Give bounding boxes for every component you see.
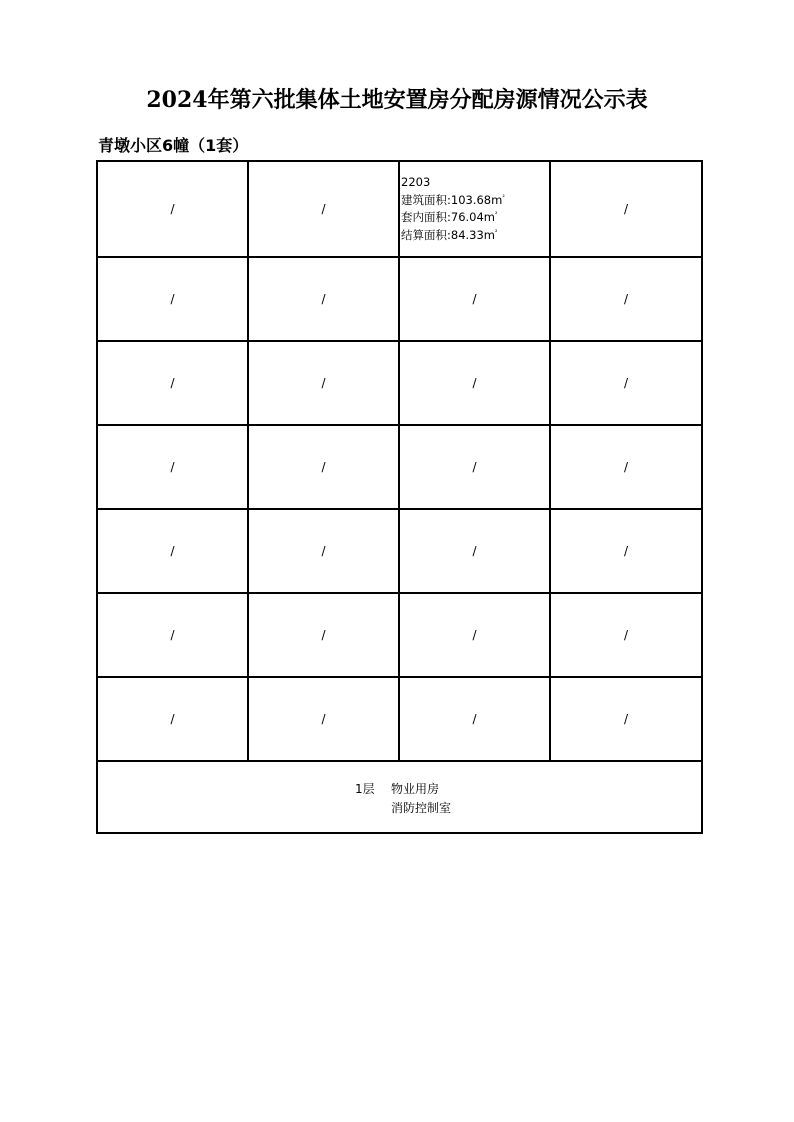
- ground-floor-cell: [97, 761, 702, 833]
- unit-cell-empty: /: [550, 257, 702, 341]
- unit-cell-empty: /: [248, 257, 399, 341]
- section-heading: 青墩小区6幢（1套）: [98, 136, 249, 155]
- square-superscript: ²: [495, 228, 498, 236]
- floor-label: 1层: [355, 782, 375, 796]
- unit-cell-empty: /: [399, 677, 550, 761]
- table-row: [97, 341, 702, 425]
- unit-cell-empty: /: [248, 425, 399, 509]
- unit-number: 2203: [401, 175, 431, 189]
- unit-cell-empty: /: [97, 509, 248, 593]
- unit-grid-table: [96, 160, 703, 834]
- inner-area: 套内面积:76.04m: [401, 210, 495, 224]
- building-area-line: [401, 192, 549, 210]
- floor-use-property: 物业用房: [391, 782, 440, 796]
- unit-cell-empty: /: [399, 425, 550, 509]
- unit-cell-empty: /: [97, 677, 248, 761]
- floor-use-fire-control: 消防控制室: [391, 801, 452, 815]
- unit-cell-empty: /: [248, 593, 399, 677]
- table-row-footer: [97, 761, 702, 833]
- unit-cell-empty: /: [550, 509, 702, 593]
- settlement-area: 结算面积:84.33m: [401, 227, 495, 242]
- unit-cell-empty: /: [97, 257, 248, 341]
- unit-cell-empty: /: [550, 593, 702, 677]
- building-area: 建筑面积:103.68m: [401, 192, 503, 207]
- page-title: 2024年第六批集体土地安置房分配房源情况公示表: [146, 87, 648, 113]
- unit-cell-empty: /: [550, 425, 702, 509]
- inner-area-line: [401, 209, 549, 227]
- unit-cell-empty: /: [399, 593, 550, 677]
- unit-cell-empty: /: [550, 161, 702, 257]
- unit-cell-empty: /: [550, 341, 702, 425]
- ground-floor-info: [355, 780, 451, 818]
- unit-cell-empty: /: [399, 341, 550, 425]
- unit-cell-empty: /: [399, 509, 550, 593]
- ground-floor-line-1: [355, 780, 451, 799]
- table-row: [97, 257, 702, 341]
- unit-cell-empty: /: [248, 341, 399, 425]
- table-row: [97, 425, 702, 509]
- unit-cell-empty: /: [97, 341, 248, 425]
- square-superscript: ²: [502, 193, 505, 201]
- unit-cell-empty: /: [550, 677, 702, 761]
- unit-cell-2203: [399, 161, 550, 257]
- table-row: [97, 677, 702, 761]
- unit-cell-empty: /: [97, 593, 248, 677]
- unit-cell-empty: /: [248, 509, 399, 593]
- unit-cell-empty: /: [399, 257, 550, 341]
- table-row: [97, 593, 702, 677]
- unit-cell-empty: /: [97, 425, 248, 509]
- unit-cell-empty: /: [248, 677, 399, 761]
- settlement-area-line: [401, 227, 549, 245]
- unit-cell-empty: /: [97, 161, 248, 257]
- table-row: [97, 161, 702, 257]
- square-superscript: ²: [495, 211, 498, 219]
- unit-cell-empty: /: [248, 161, 399, 257]
- table-row: [97, 509, 702, 593]
